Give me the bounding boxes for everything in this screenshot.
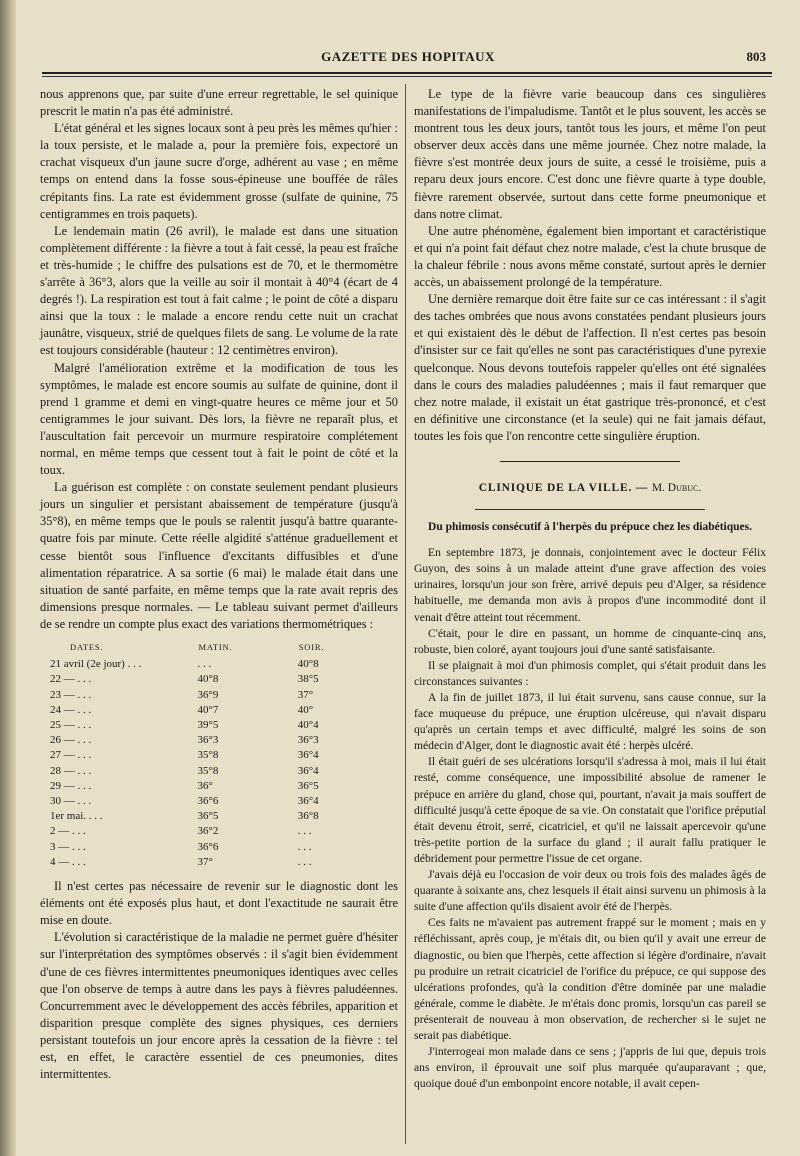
journal-title: GAZETTE DES HOPITAUX [321,49,495,64]
paragraph: Malgré l'amélioration extrême et la modification de tous les symptômes, le malade est encore soumis au sulfate de quinine, dont il prend 1 gramme et demi en vingt-quatre heures ce même jour et 50 centigrammes le jour suivant. Dès lors, la fièvre ne reparaît plus, et l'auscultation fait percevoir un murmure respiratoire complétement normal, en même temps que cessent tout à fait le point de côté et la toux. [40,360,398,478]
page-gutter-shadow [0,0,16,1156]
table-row [40,779,398,794]
section-rule [475,509,705,510]
table-cell-morning: 36°2 [197,825,219,838]
table-row [40,718,398,733]
table-cell-evening: 36°4 [297,749,319,762]
table-row [40,840,398,855]
table-cell-evening: 40° [297,703,314,716]
table-cell-morning: 37° [197,855,213,868]
table-row [40,733,398,748]
paragraph: Une autre phénomène, également bien important et caractéristique et qui n'a point fait défaut chez notre malade, c'est la chute brusque de la chaleur fébrile : nous avons même constaté, surtout après le dernier accès, un abaissement prolongé de la température. [414,223,766,290]
table-cell-date: 27 — . . . [50,749,92,762]
table-cell-date: 4 — . . . [50,855,86,868]
table-cell-date: 23 — . . . [50,688,92,701]
table-cell-morning: 36°5 [197,810,219,823]
paragraph: Il n'est certes pas nécessaire de revenir sur le diagnostic dont les éléments ont été exposés plus haut, et dont l'exactitude ne saurait être mise en doute. [40,879,398,928]
table-row [40,657,398,672]
article-title: Du phimosis consécutif à l'herpès du prépuce chez les diabétiques. [428,521,752,534]
table-header-morning: MATIN. [198,642,233,652]
table-header-dates: DATES. [70,642,104,652]
paragraph: C'était, pour le dire en passant, un homme de cinquante-cinq ans, robuste, bien coloré, ayant toujours joui d'une santé satisfaisante. [414,626,766,656]
table-cell-evening: 36°4 [297,795,319,808]
table-row [40,703,398,718]
table-cell-morning: 40°8 [197,673,219,686]
page-number: 803 [746,49,766,64]
table-row [40,809,398,824]
table-cell-date: 30 — . . . [50,795,92,808]
column-divider [405,84,406,1144]
table-row [40,688,398,703]
table-cell-evening: 36°4 [297,764,319,777]
table-cell-morning: 40°7 [197,703,219,716]
table-cell-date: 2 — . . . [50,825,86,838]
table-cell-morning: 39°5 [197,719,219,732]
table-cell-morning: 35°8 [197,764,219,777]
table-cell-morning: 35°8 [197,749,219,762]
temperature-table [40,639,398,870]
table-cell-date: 22 — . . . [50,673,92,686]
header-rule-thin [42,76,772,77]
table-row [40,672,398,687]
table-cell-date: 21 avril (2e jour) . . . [50,658,142,671]
paragraph: Ces faits ne m'avaient pas autrement frappé sur le moment ; mais en y réfléchissant, après coup, je m'étais dit, ou bien qu'il y avait une erreur de diagnostic, ou bien que l'herpès, cette affection si légère d'ordinaire, n'avait pu produire un retrait cicatriciel de l'orifice du prépuce, ce qui suppose des ulcérations profondes, qu'à la condition d'être dominée par une maladie générale, comme le diabète. Je m'étais donc promis, lorsqu'un cas pareil se présenterait de nouveau à mon observation, de rechercher si le sujet ne serait pas diabétique. [414,916,766,1042]
section-separator [414,453,766,470]
table-cell-date: 24 — . . . [50,703,92,716]
table-cell-morning: . . . [197,658,212,671]
paragraph: nous apprenons que, par suite d'une erreur regrettable, le sel quinique prescrit le matin n'a pas été administré. [40,87,398,119]
right-column [414,86,766,1092]
table-cell-date: 26 — . . . [50,734,92,747]
table-cell-evening: 36°5 [297,779,319,792]
paragraph: Le type de la fièvre varie beaucoup dans ces singulières manifestations de l'impaludisme. Tantôt et le plus souvent, les accès se montrent tous les deux jours, tantôt tous les jours, et même l'on peut observer deux accès dans une même journée. Chez notre malade, la fièvre s'est montrée deux jours de suite, a cessé le troisième, puis a reparu deux jours encore. C'est donc une fièvre quarte à type double, fièvre rarement observée, surtout dans cette forme pneumonique et dans notre climat. [414,87,766,221]
paragraph: J'avais déjà eu l'occasion de voir deux ou trois fois des malades âgés de quarante à soixante ans, chez lesquels il était ainsi survenu un phimosis à la suite d'une affection qu'ils disaient avoir été de l'herpès. [414,868,766,914]
article-body [414,545,766,1092]
paragraph: Une dernière remarque doit être faite sur ce cas intéressant : il s'agit des taches ombrées que nous avons constatées pendant plusieurs jours et qui existaient dès le début de l'affection. Il n'est certes pas besoin d'insister sur ce fait qu'elles ne sont pas caractéristiques d'une pyrexie quelconque. Nous devons toutefois rappeler qu'elles ont été signalées dans le cours des maladies paludéennes ; mais il faut remarquer que chez notre malade, il existait un état gastrique très-prononcé, et c'est en définitive une circonstance (et la seule) qui ne fait jamais défaut, toutes les fois que l'on rencontre cette singulière éruption. [414,292,766,443]
table-row [40,748,398,763]
paragraph: Le lendemain matin (26 avril), le malade est dans une situation complètement différente : la fièvre a tout à fait cessé, la peau est fraîche et très-humide ; le chiffre des pulsations est de 70, et le thermomètre s'arrête à 36°3, alors que la veille au soir il montait à 40°4 (écart de 4 degrés !). La respiration est tout à fait calme ; le point de côté a disparu ainsi que la toux : le malade a encore rendu cette nuit un crachat jaunâtre, visqueux, strié de quelques filets de sang. Le volume de la rate est toujours considérable (hauteur : 12 centimètres environ). [40,223,398,358]
section-author: M. Dubuc. [651,482,702,495]
table-cell-morning: 36°3 [197,734,219,747]
table-cell-evening: 40°4 [297,719,319,732]
table-row [40,855,398,870]
table-cell-evening: 36°8 [297,810,319,823]
table-cell-date: 28 — . . . [50,764,92,777]
table-cell-evening: 36°3 [297,734,319,747]
table-cell-morning: 36° [197,779,213,792]
table-cell-evening: 37° [297,688,314,701]
table-cell-date: 3 — . . . [50,840,86,853]
paragraph: La guérison est complète : on constate seulement pendant plusieurs jours un singulier et persistant abaissement de température (jusqu'à 35°8), en même temps que le pouls se ralentit jusqu'à battre quarante-quatre fois par minute. Cette réelle algidité s'atténue graduellement et cesse bientôt sous l'influence d'excitants diffusibles et d'une alimentation réparatrice. A sa sortie (6 mai) le malade était dans une situation de santé parfaite, en même temps que la rate avait repris des dimensions presque normales. — Le tableau suivant permet d'ailleurs de se rendre un compte plus exact des variations thermométriques : [40,480,398,631]
paragraph: En septembre 1873, je donnais, conjointement avec le docteur Félix Guyon, des soins à un malade atteint d'une grave affection des voies urinaires, lorsqu'un jour son frère, arrivé depuis peu d'Alger, sa résidence habituelle, me demanda mon avis à propos d'une incommodité dont il venait d'être atteint tout récemment. [414,546,766,624]
table-cell-date: 29 — . . . [50,779,92,792]
left-column [40,86,398,1083]
table-cell-evening: . . . [297,840,312,853]
table-cell-morning: 36°9 [197,688,219,701]
paragraph: J'interrogeai mon malade dans ce sens ; j'appris de lui que, depuis trois ans environ, il éprouvait une soif plus marquée qu'auparavant ; que, quoique doué d'un embonpoint encore notable, il avait cepen- [414,1045,766,1091]
table-row [40,824,398,839]
table-cell-evening: . . . [297,825,312,838]
table-cell-morning: 36°6 [197,840,219,853]
table-header-evening: SOIR. [298,642,325,652]
table-cell-evening: . . . [297,855,312,868]
paragraph: L'évolution si caractéristique de la maladie ne permet guère d'hésiter sur l'interprétation des symptômes observés : il s'agit bien évidemment d'une de ces fièvres intermittentes pneumoniques identiques avec celles que l'on observe de temps à autre dans les pays à fièvres paludéennes. Concurremment avec le développement des accès fébriles, apparition et disparition presque complète des signes physiques, ces derniers persistant toutefois un jour encore après la cessation de la fièvre : tel est, en effet, le caractère essentiel de ces pneumonies, dites intermittentes. [40,930,398,1082]
table-cell-date: 25 — . . . [50,719,92,732]
table-cell-morning: 36°6 [197,795,219,808]
table-cell-evening: 38°5 [297,673,319,686]
paragraph: A la fin de juillet 1873, il lui était survenu, sans cause connue, sur la face muqueuse du prépuce, une éruption ulcéreuse, qui n'avait disparu qu'après un certain temps et avec difficulté, malgré les soins de son médecin d'Alger, dont le diagnostic avait été : herpès ulcéré. [414,691,766,753]
table-row [40,794,398,809]
page-header [42,49,774,69]
table-cell-evening: 40°8 [297,658,319,671]
table-cell-date: 1er mai. . . . [50,810,103,823]
section-title [414,480,766,497]
paragraph: Il se plaignait à moi d'un phimosis complet, qui s'était produit dans les circonstances suivantes : [414,658,766,688]
header-rule [42,72,772,74]
paragraph: L'état général et les signes locaux sont à peu près les mêmes qu'hier : la toux persiste, et le malade a, pour la première fois, expectoré un crachat visqueux d'un jaune sucre d'orge, adhérent au vase ; en même temps on entend dans la fosse sous-épineuse une bouffée de râles crépitants fins. La rate est évidemment grosse (sulfate de quinine, 75 centigrammes en trois paquets). [40,121,398,221]
temperature-rows [40,657,398,870]
table-row [40,764,398,779]
paragraph: Il était guéri de ses ulcérations lorsqu'il s'adressa à moi, mais il lui était resté, comme conséquence, une impossibilité absolue de ramener le prépuce en arrière du gland, chose qui, pourtant, n'avait ja mais souffert de difficulté jusqu'à cette époque de sa vie. On constatait que l'orifice préputial était devenu étroit, serré, cicatriciel, et qu'il ne laissait apercevoir qu'une très-petite portion de la surface du gland ; il aurait fallu pratiquer le débridement pour permettre l'issue de cet organe. [414,755,766,865]
section-title-text: CLINIQUE DE LA VILLE. — [478,482,649,495]
